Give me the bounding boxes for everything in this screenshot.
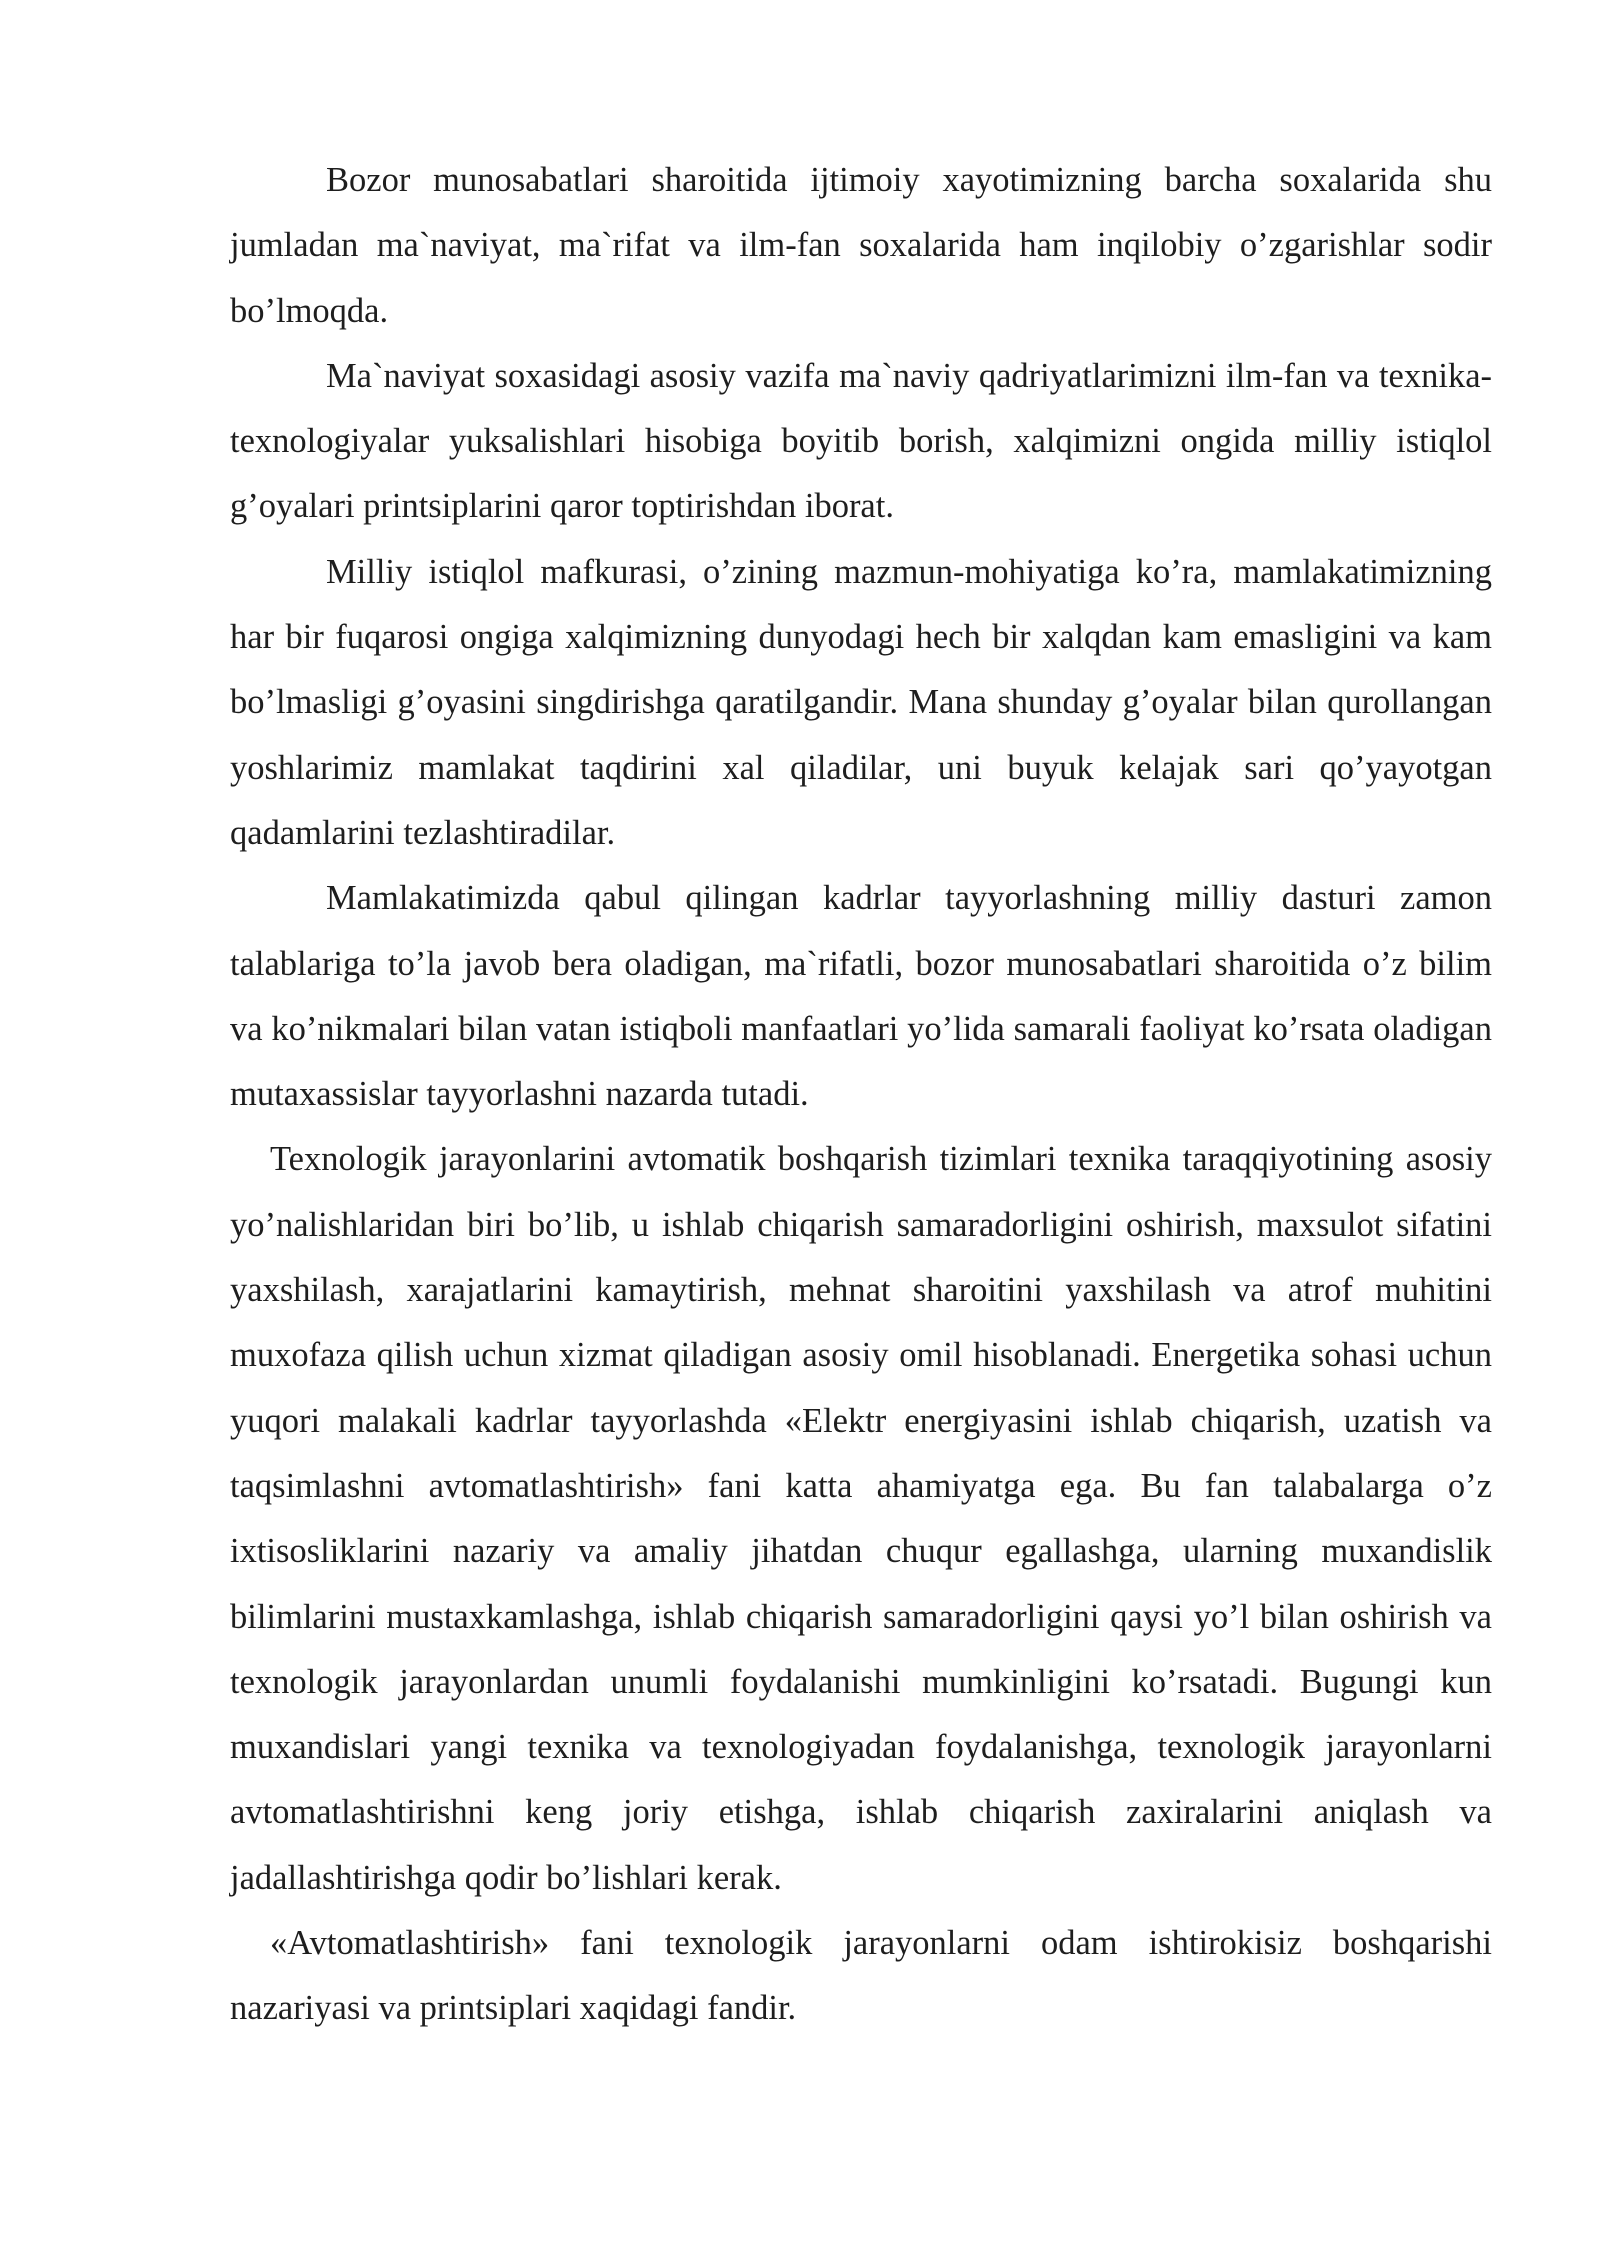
- body-text: [230, 148, 1492, 2042]
- paragraph-automation-systems: Texnologik jarayonlarini avtomatik boshqarish tizimlari texnika taraqqiyotining asosiy yo’nalishlaridan biri bo’lib, u ishlab chiqarish samaradorligini oshirish, maxsulot sifatini yaxshilash, xarajatlarini kamaytirish, mehnat sharoitini yaxshilash va atrof muhitini muxofaza qilish uchun xizmat qiladigan asosiy omil hisoblanadi. Energetika sohasi uchun yuqori malakali kadrlar tayyorlashda «Elektr energiyasini ishlab chiqarish, uzatish va taqsimlashni avtomatlashtirish» fani katta ahamiyatga ega. Bu fan talabalarga o’z ixtisosliklarini nazariy va amaliy jihatdan chuqur egallashga, ularning muxandislik bilimlarini mustaxkamlashga, ishlab chiqarish samaradorligini qaysi yo’l bilan oshirish va texnologik jarayonlardan unumli foydalanishi mumkinligini ko’rsatadi. Bugungi kun muxandislari yangi texnika va texnologiyadan foydalanishga, texnologik jarayonlarni avtomatlashtirishni keng joriy etishga, ishlab chiqarish zaxiralarini aniqlash va jadallashtirishga qodir bo’lishlari kerak.: [230, 1140, 1492, 1897]
- paragraph-market-relations: Bozor munosabatlari sharoitida ijtimoiy xayotimizning barcha soxalarida shu jumladan ma`naviyat, ma`rifat va ilm-fan soxalarida ham inqilobiy o’zgarishlar sodir bo’lmoqda.: [230, 161, 1492, 330]
- paragraph-spirituality-task: Ma`naviyat soxasidagi asosiy vazifa ma`naviy qadriyatlarimizni ilm-fan va texnika-texnologiyalar yuksalishlari hisobiga boyitib borish, xalqimizni ongida milliy istiqlol g’oyalari printsiplarini qaror toptirishdan iborat.: [230, 356, 1492, 526]
- paragraph-personnel-program: Mamlakatimizda qabul qilingan kadrlar tayyorlashning milliy dasturi zamon talablariga to’la javob bera oladigan, ma`rifatli, bozor munosabatlari sharoitida o’z bilim va ko’nikmalari bilan vatan istiqboli manfaatlari yo’lida samarali faoliyat ko’rsata oladigan mutaxassislar tayyorlashni nazarda tutadi.: [230, 879, 1492, 1114]
- paragraph-automation-subject: «Avtomatlashtirish» fani texnologik jarayonlarni odam ishtirokisiz boshqarishi nazariyasi va printsiplari xaqidagi fandir.: [230, 1924, 1492, 2028]
- paragraph-national-ideology: Milliy istiqlol mafkurasi, o’zining mazmun-mohiyatiga ko’ra, mamlakatimizning har bir fuqarosi ongiga xalqimizning dunyodagi hech bir xalqdan kam emasligini va kam bo’lmasligi g’oyasini singdirishga qaratilgandir. Mana shunday g’oyalar bilan qurollangan yoshlarimiz mamlakat taqdirini xal qiladilar, uni buyuk kelajak sari qo’yayotgan qadamlarini tezlashtiradilar.: [230, 552, 1492, 852]
